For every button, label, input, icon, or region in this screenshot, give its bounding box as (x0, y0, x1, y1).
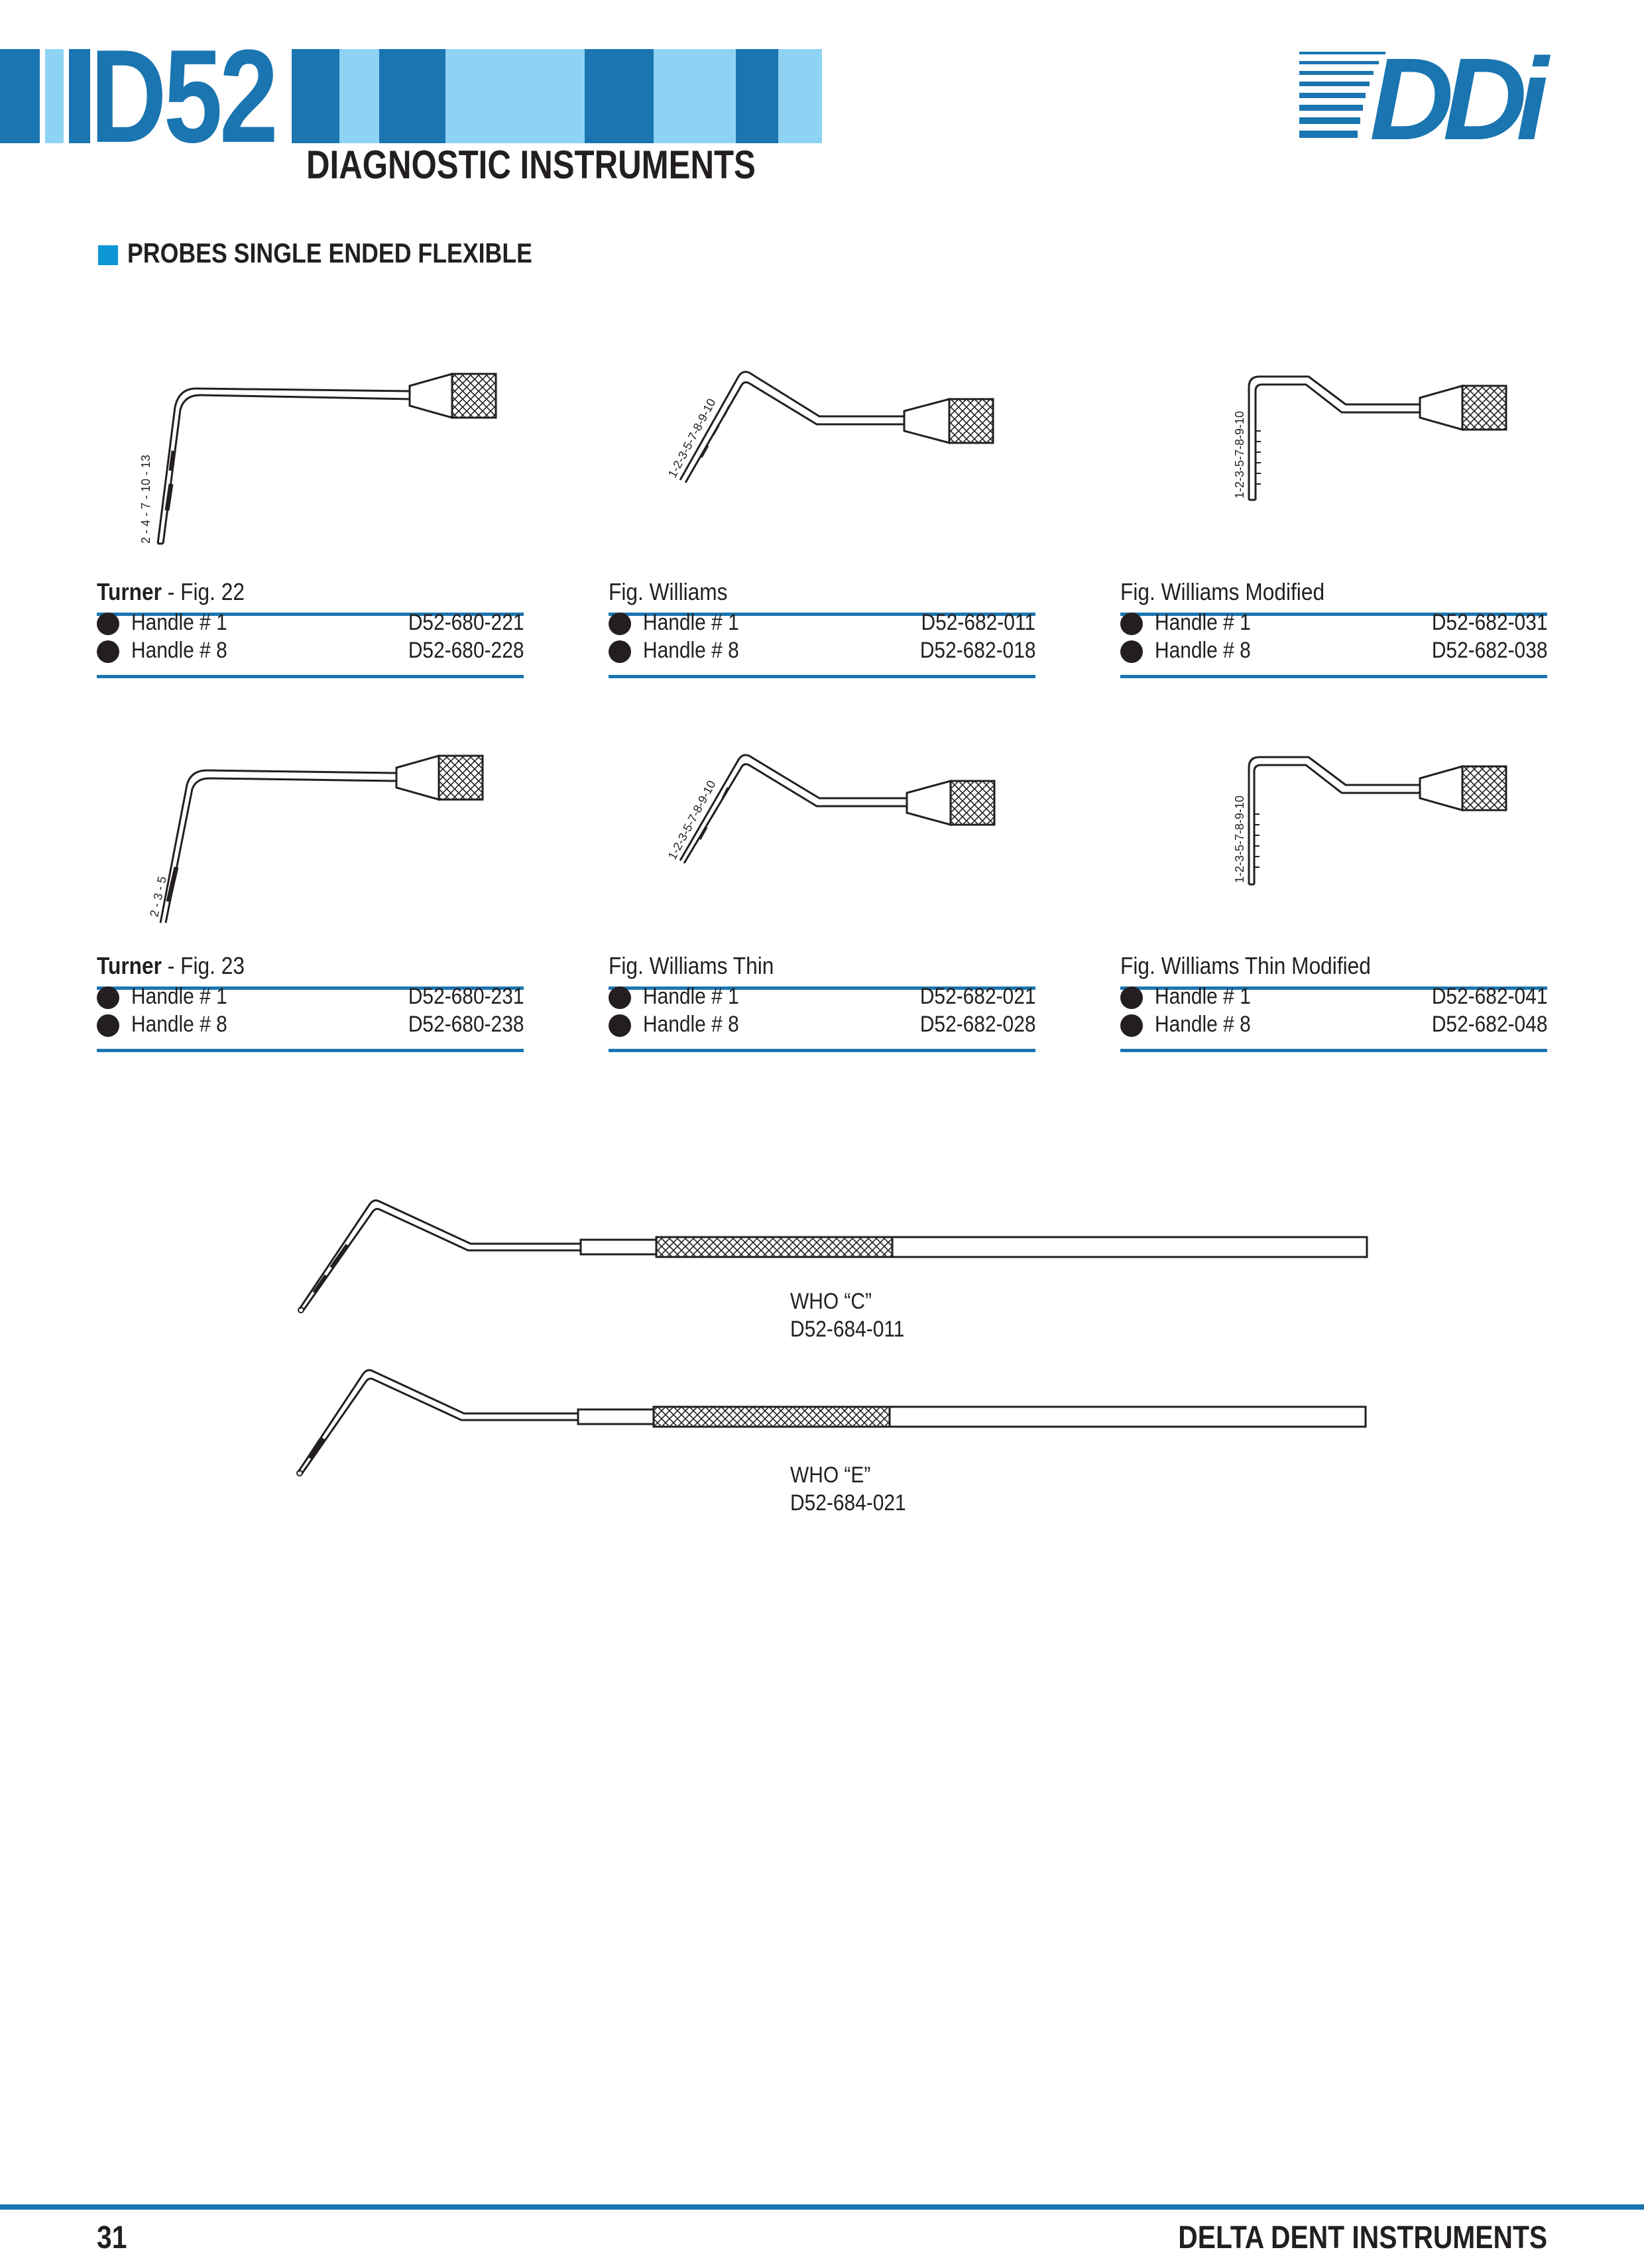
product-title-bold: Turner (97, 952, 162, 979)
probe-drawing (609, 232, 1035, 583)
variant-handle: Handle # 8 (643, 1012, 739, 1037)
product-title-rest: - Fig. 23 (161, 952, 245, 979)
variant-handle: Handle # 1 (131, 610, 227, 635)
probe-scale-label: 1-2-3-5-7-8-9-10 (1233, 795, 1246, 883)
variant-handle: Handle # 8 (1155, 638, 1251, 663)
product-title (1120, 578, 1324, 606)
variant-row (1120, 1012, 1547, 1040)
variant-row (1120, 984, 1547, 1012)
ddi-logo (1299, 46, 1551, 145)
product-title-rest: Fig. Williams Modified (1120, 578, 1325, 605)
probe-drawing (609, 606, 1035, 957)
probe-drawing (1120, 606, 1547, 957)
product-rule-bottom (1120, 1049, 1547, 1052)
variant-row (609, 1012, 1035, 1040)
footer-brand: DELTA DENT INSTRUMENTS (1178, 2220, 1547, 2255)
variant-handle: Handle # 8 (643, 638, 739, 663)
variant-code: D52-682-038 (1431, 638, 1547, 663)
product-card-williams-thin-modified (1120, 606, 1547, 1044)
variant-code: D52-680-221 (408, 610, 524, 635)
series-code: D52 (90, 23, 276, 170)
who-e-name: WHO “E” (790, 1462, 871, 1488)
product-title-rest: Fig. Williams Thin (609, 952, 774, 979)
page-number: 31 (97, 2220, 127, 2255)
variant-code: D52-682-018 (919, 638, 1035, 663)
bullet-dot-icon (97, 1014, 119, 1037)
product-rule-bottom (609, 1049, 1035, 1052)
product-card-turner-fig22 (97, 232, 524, 670)
probe-drawing (97, 606, 524, 957)
variant-code: D52-680-228 (408, 638, 524, 663)
product-card-williams (609, 232, 1035, 670)
variant-row (97, 984, 524, 1012)
bullet-dot-icon (1120, 1014, 1143, 1037)
variant-row (609, 984, 1035, 1012)
product-title (1120, 952, 1371, 980)
bullet-dot-icon (1120, 986, 1143, 1009)
variant-code: D52-682-028 (919, 1012, 1035, 1037)
product-card-williams-thin (609, 606, 1035, 1044)
variant-handle: Handle # 1 (131, 984, 227, 1009)
variant-code: D52-682-021 (919, 984, 1035, 1009)
variant-handle: Handle # 1 (643, 610, 739, 635)
product-title-rest: Fig. Williams (609, 578, 728, 605)
variant-handle: Handle # 1 (1155, 610, 1251, 635)
probe-scale-label: 1-2-3-5-7-8-9-10 (665, 778, 719, 862)
variant-code: D52-682-041 (1431, 984, 1547, 1009)
bullet-dot-icon (609, 986, 631, 1009)
variant-code: D52-682-048 (1431, 1012, 1547, 1037)
variant-handle: Handle # 8 (131, 1012, 227, 1037)
variant-code: D52-680-231 (408, 984, 524, 1009)
section-title: PROBES SINGLE ENDED FLEXIBLE (127, 237, 532, 269)
probe-scale-label: 2 - 4 - 7 - 10 - 13 (139, 454, 152, 544)
who-c-name: WHO “C” (790, 1289, 872, 1314)
probe-scale-label: 2 - 3 - 5 (147, 874, 169, 918)
product-card-turner-fig23 (97, 606, 524, 1044)
footer-rule (0, 2204, 1644, 2210)
variant-handle: Handle # 1 (1155, 984, 1251, 1009)
probe-drawing (97, 232, 524, 583)
who-c-code: D52-684-011 (790, 1317, 905, 1342)
catalog-title: DIAGNOSTIC INSTRUMENTS (306, 143, 756, 187)
product-title-rest: - Fig. 22 (161, 578, 245, 605)
who-e-code: D52-684-021 (790, 1490, 906, 1516)
bullet-dot-icon (609, 1014, 631, 1037)
variant-handle: Handle # 1 (643, 984, 739, 1009)
product-title (609, 578, 728, 606)
probe-scale-label: 1-2-3-5-7-8-9-10 (1233, 410, 1246, 499)
product-title (97, 952, 245, 980)
ddi-logo-icon (1299, 46, 1551, 145)
probe-scale-label: 1-2-3-5-7-8-9-10 (665, 396, 719, 480)
product-title-rest: Fig. Williams Thin Modified (1120, 952, 1371, 979)
product-title (97, 578, 245, 606)
product-card-williams-modified (1120, 232, 1547, 670)
variant-handle: Handle # 8 (131, 638, 227, 663)
product-title-bold: Turner (97, 578, 162, 605)
variant-code: D52-680-238 (408, 1012, 524, 1037)
product-title (609, 952, 774, 980)
variant-code: D52-682-011 (921, 610, 1035, 635)
product-rule-bottom (97, 1049, 524, 1052)
bullet-dot-icon (97, 986, 119, 1009)
logo-text: DDi (1370, 46, 1549, 145)
variant-row (97, 1012, 524, 1040)
variant-handle: Handle # 8 (1155, 1012, 1251, 1037)
probe-drawing (1120, 232, 1547, 583)
variant-code: D52-682-031 (1431, 610, 1547, 635)
